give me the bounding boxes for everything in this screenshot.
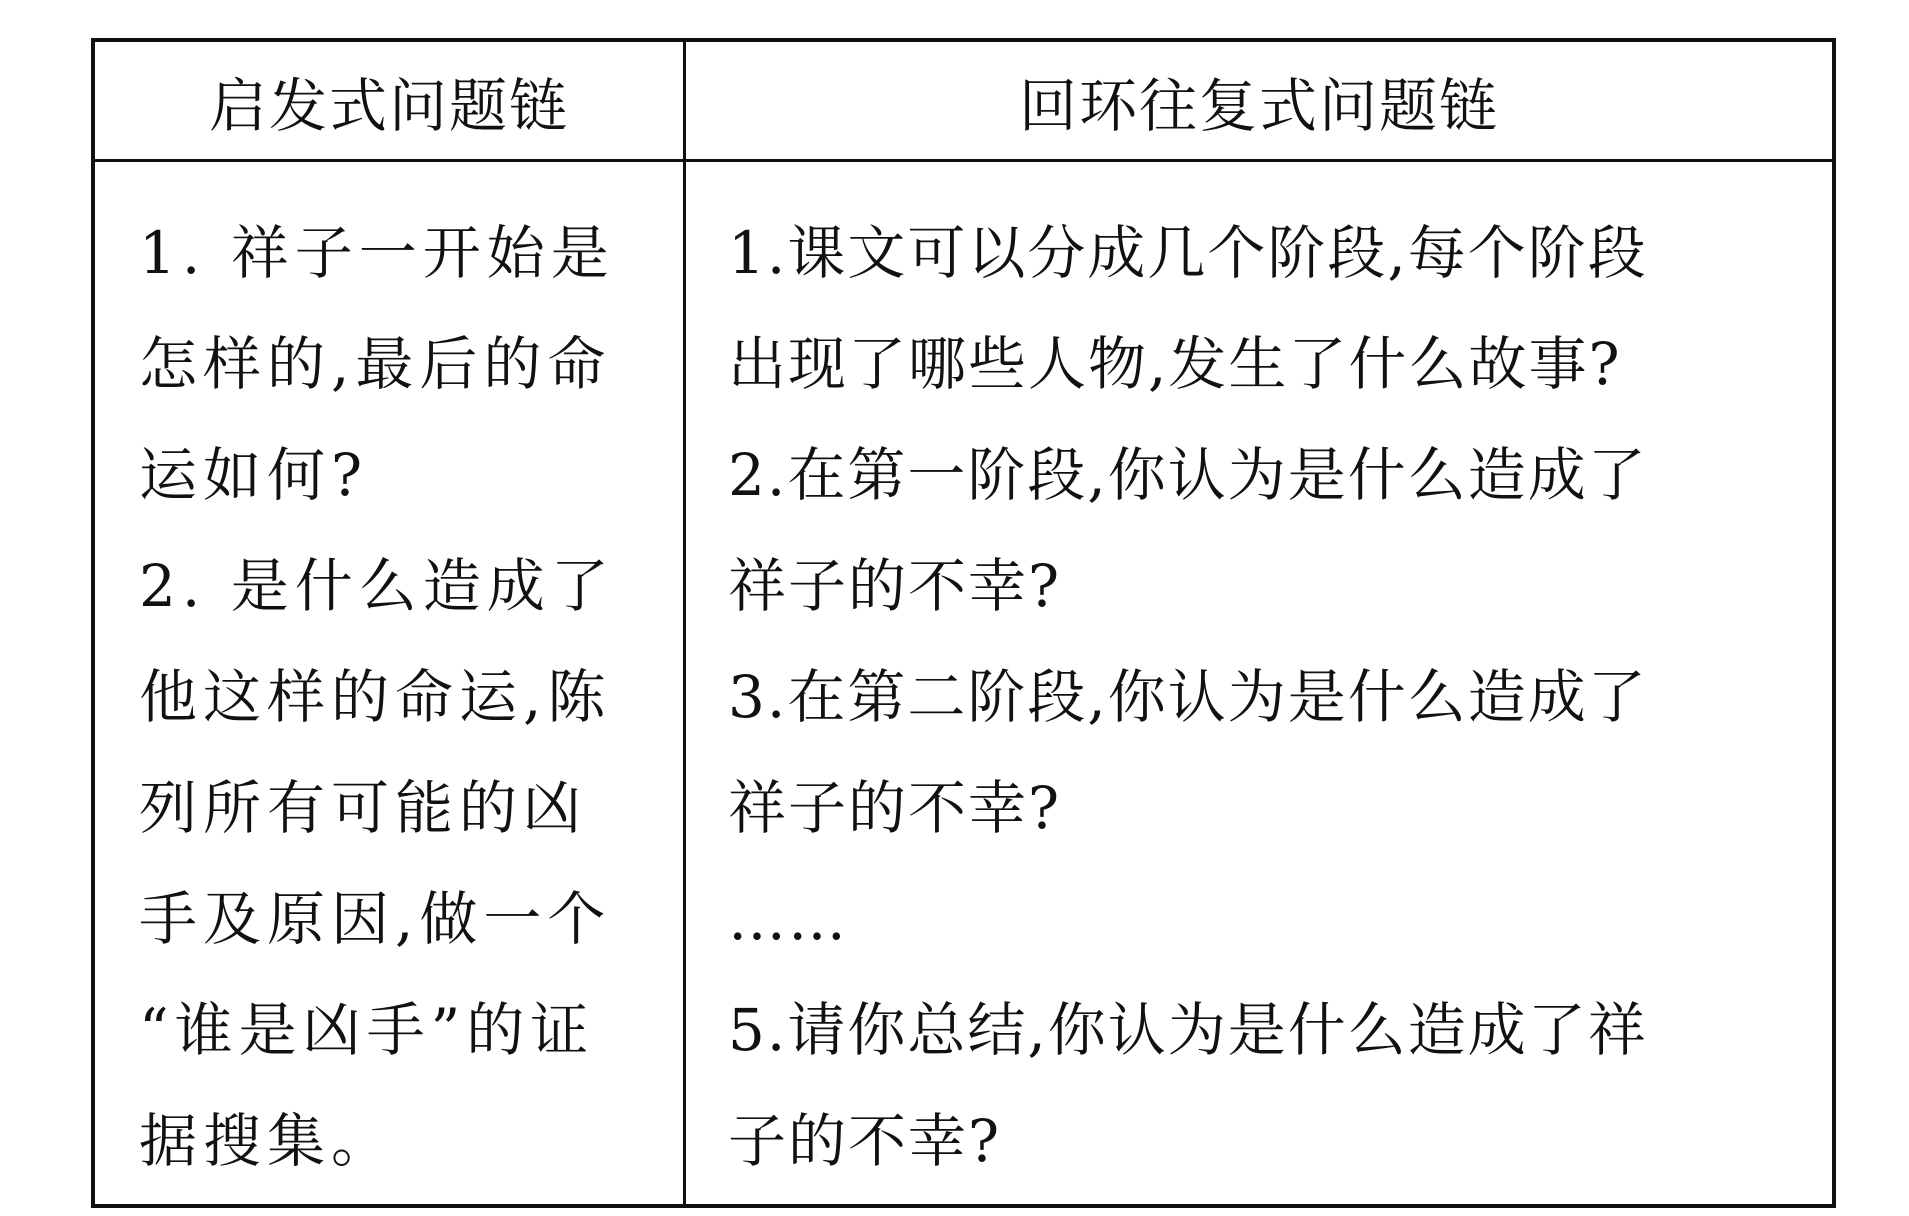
header-recurring-question-chain: 回环往复式问题链: [1018, 71, 1499, 140]
text-line: 列所有可能的凶: [139, 774, 588, 842]
table-body-row: [95, 162, 1832, 1204]
text-line: 出现了哪些人物,发生了什么故事?: [728, 330, 1622, 398]
text-line: 祥子的不幸?: [728, 552, 1062, 620]
recurring-question-cell: [686, 162, 1832, 1204]
question-chain-table: [91, 38, 1836, 1208]
text-line: 怎样的,最后的命: [139, 330, 612, 398]
text-line: 运如何?: [139, 441, 369, 509]
text-line: 手及原因,做一个: [139, 885, 612, 953]
text-line: “谁是凶手”的证: [139, 996, 595, 1064]
text-line: 2.在第一阶段,你认为是什么造成了: [728, 441, 1648, 509]
text-line: 祥子的不幸?: [728, 774, 1062, 842]
table-header-row: [95, 42, 1832, 162]
text-line: 5.请你总结,你认为是什么造成了祥: [728, 996, 1648, 1064]
text-line: 1. 祥子一开始是: [139, 219, 615, 287]
text-line: 他这样的命运,陈: [139, 663, 612, 731]
text-line: 3.在第二阶段,你认为是什么造成了: [728, 663, 1648, 731]
text-line: 2. 是什么造成了: [139, 552, 615, 620]
text-line: 子的不幸?: [728, 1107, 1002, 1175]
text-line: 据搜集。: [139, 1107, 396, 1175]
heuristic-question-cell: [95, 162, 686, 1204]
header-heuristic-question-chain: 启发式问题链: [95, 42, 686, 159]
text-line: 1.课文可以分成几个阶段,每个阶段: [728, 219, 1648, 287]
text-line: ……: [728, 885, 848, 953]
